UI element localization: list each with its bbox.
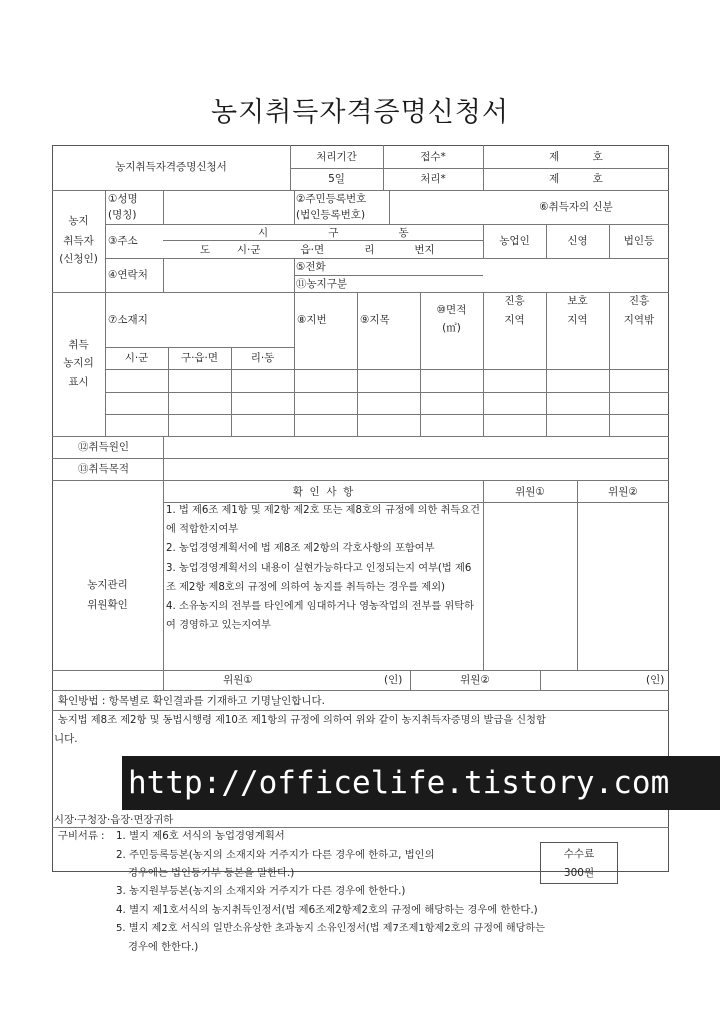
resident-id-label: ②주민등록번호: [296, 193, 367, 205]
applicant-section-label: 농지: [68, 215, 89, 227]
member1-seal: (인): [384, 674, 403, 686]
committee-label-2: 위원확인: [87, 599, 128, 611]
area-unit-label: (㎡): [442, 322, 461, 334]
applicant-status-label: ⑥취득자의 신분: [539, 201, 613, 213]
zone-outside-bottom: 지역밖: [623, 314, 655, 326]
document-item-5-cont: 경우에 한한다.): [128, 941, 199, 953]
district-town-header: 구·읍·면: [180, 352, 219, 364]
receipt-label: 접수*: [420, 151, 446, 163]
address-bottom-line: 도 시·군 읍·면 리 번지: [200, 244, 435, 256]
fee-amount: 300원: [563, 867, 595, 879]
land-section-label: 취득: [68, 339, 89, 351]
area-label: ⑩면적: [436, 304, 467, 316]
member1-sign-label: 위원①: [223, 674, 253, 686]
member2-seal: (인): [646, 674, 665, 686]
processing-period-label: 처리기간: [316, 151, 357, 163]
process-number-label: 제 호: [549, 173, 603, 185]
addressee: 시장·구청장·읍장·면장귀하: [54, 814, 174, 826]
acquisition-cause-label: ⑫취득원인: [78, 441, 130, 453]
required-documents-label: 구비서류 :: [58, 830, 105, 842]
corporate-id-label: (법인등록번호): [296, 209, 366, 221]
document-item-1: 1. 별지 제6호 서식의 농업경영계획서: [116, 830, 285, 842]
village-header: 리·동: [250, 352, 275, 364]
check-items-list: [166, 501, 480, 635]
form-name-label: 농지취득자격증명신청서: [115, 161, 227, 173]
zone-outside-top: 진흥: [628, 295, 650, 307]
city-county-header: 시·군: [124, 352, 149, 364]
applicant-section-label-3: (신청인): [59, 253, 98, 265]
zone-protection-bottom: 지역: [567, 314, 588, 326]
address-top-line: 시 구 동: [258, 227, 409, 239]
check-item-2: 2. 농업경영계획서에 법 제8조 제2항의 각호사항의 포함여부: [166, 543, 435, 555]
status-option-new: 신영: [567, 235, 588, 247]
phone-label: ⑤전화: [296, 261, 326, 273]
check-item-1: 1. 법 제6조 제1항 및 제2항 제2호 또는 제8호의 규정에 의한 취득요건에 적합한지여부: [166, 505, 480, 536]
name-sub-label: (명칭): [108, 209, 137, 221]
check-item-4: 4. 소유농지의 전부를 타인에게 임대하거나 영농작업의 전부를 위탁하여 경영하고 있는지여부: [166, 601, 474, 632]
name-label: ①성명: [108, 193, 138, 205]
member2-sign-label: 위원②: [460, 674, 490, 686]
processing-period-value: 5일: [328, 173, 345, 185]
document-item-2: 2. 주민등록등본(농지의 소재지와 거주지가 다른 경우에 한하고, 법인의: [116, 849, 435, 861]
page-title: 농지취득자격증명신청서: [211, 97, 509, 128]
document-item-4: 4. 별지 제1호서식의 농지취득인정서(법 제6조제2항제2호의 규정에 해당하는 경우에 한한다.): [116, 904, 538, 916]
contact-label: ④연락처: [108, 269, 148, 281]
check-item-3: 3. 농업경영계획서의 내용이 실현가능하다고 인정되는지 여부(법 제6조 제2항 제8호의 규정에 의하여 농지를 취득하는 경우를 제외): [166, 562, 472, 593]
confirmation-method: 확인방법 : 항목별로 확인결과를 기재하고 기명날인합니다.: [58, 695, 325, 707]
address-label: ③주소: [108, 235, 138, 247]
receipt-number-label: 제 호: [549, 151, 603, 163]
status-option-farmer: 농업인: [499, 235, 530, 247]
zone-promotion-bottom: 지역: [504, 314, 525, 326]
document-item-2-cont: 경우에는 법인등기부 등본을 말한다.): [128, 867, 295, 879]
land-section-label-3: 표시: [68, 376, 89, 388]
document-item-3: 3. 농지원부등본(농지의 소재지와 거주지가 다른 경우에 한한다.): [116, 885, 406, 897]
zone-protection-top: 보호: [567, 295, 588, 307]
status-option-corporation: 법인등: [623, 235, 655, 247]
applicant-section-label-2: 취득자: [63, 235, 94, 247]
committee-label: 농지관리: [87, 579, 128, 591]
member1-header: 위원①: [515, 486, 545, 498]
zone-promotion-top: 진흥: [504, 295, 525, 307]
land-section-label-2: 농지의: [63, 357, 94, 369]
fee-label: 수수료: [563, 848, 595, 860]
check-items-header: 확 인 사 항: [292, 486, 354, 498]
member2-header: 위원②: [608, 486, 638, 498]
lot-number-label: ⑧지번: [297, 314, 327, 326]
watermark-banner: http://officelife.tistory.com: [122, 756, 720, 810]
land-category-label: ⑨지목: [360, 314, 390, 326]
declaration-text-end: 니다.: [54, 733, 78, 745]
farmland-type-label: ⑪농지구분: [296, 278, 348, 290]
document-item-5: 5. 별지 제2호 서식의 일반소유상한 초과농지 소유인정서(법 제7조제1항제2호의 규정에 해당하는: [116, 923, 545, 934]
declaration-text: 농지법 제8조 제2항 및 동법시행령 제10조 제1항의 규정에 의하여 위와 같이 농지취득자증명의 발급을 신청합: [58, 715, 546, 726]
fee-box: [540, 842, 618, 884]
process-label: 처리*: [420, 173, 446, 185]
acquisition-purpose-label: ⑬취득목적: [78, 463, 130, 475]
location-label: ⑦소재지: [108, 314, 148, 326]
